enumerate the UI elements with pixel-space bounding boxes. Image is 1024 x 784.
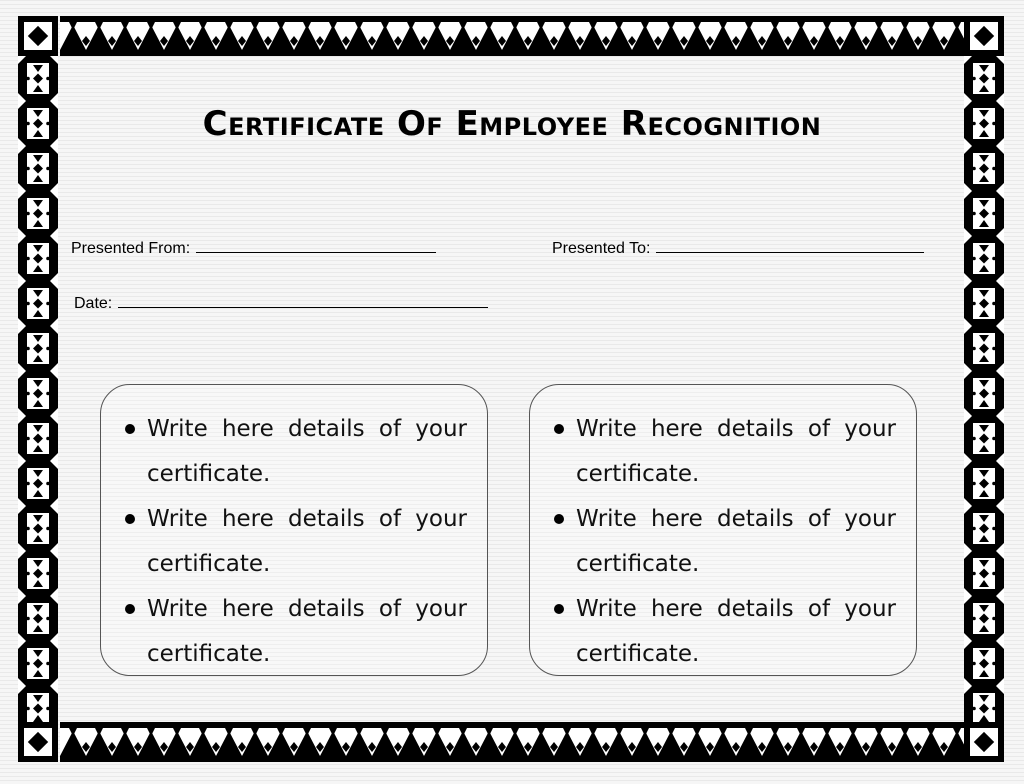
date-label: Date:	[74, 295, 113, 312]
date-line[interactable]	[118, 306, 488, 308]
details-item: Write here details of your certificate.	[576, 407, 896, 497]
details-box-right	[529, 384, 917, 676]
presented-to-line[interactable]	[656, 251, 924, 253]
border-bottom	[60, 722, 964, 762]
details-list-left	[101, 385, 487, 676]
details-item: Write here details of your certificate.	[576, 587, 896, 676]
details-item: Write here details of your certificate.	[147, 497, 467, 587]
certificate-title: Certificate Of Employee Recognition	[202, 104, 822, 144]
date-field[interactable]	[74, 295, 488, 313]
presented-from-field[interactable]	[71, 240, 436, 258]
presented-from-line[interactable]	[196, 251, 436, 253]
corner-top-left-icon	[18, 16, 58, 56]
corner-bottom-left-icon	[18, 722, 58, 762]
details-item: Write here details of your certificate.	[147, 407, 467, 497]
details-item: Write here details of your certificate.	[147, 587, 467, 676]
presented-to-label: Presented To:	[552, 240, 651, 257]
border-left	[18, 56, 58, 722]
details-item: Write here details of your certificate.	[576, 497, 896, 587]
details-list-right	[530, 385, 916, 676]
details-box-left	[100, 384, 488, 676]
corner-bottom-right-icon	[964, 722, 1004, 762]
presented-to-field[interactable]	[552, 240, 924, 258]
border-right	[964, 56, 1004, 722]
border-top	[60, 16, 964, 56]
presented-from-label: Presented From:	[71, 240, 191, 257]
corner-top-right-icon	[964, 16, 1004, 56]
